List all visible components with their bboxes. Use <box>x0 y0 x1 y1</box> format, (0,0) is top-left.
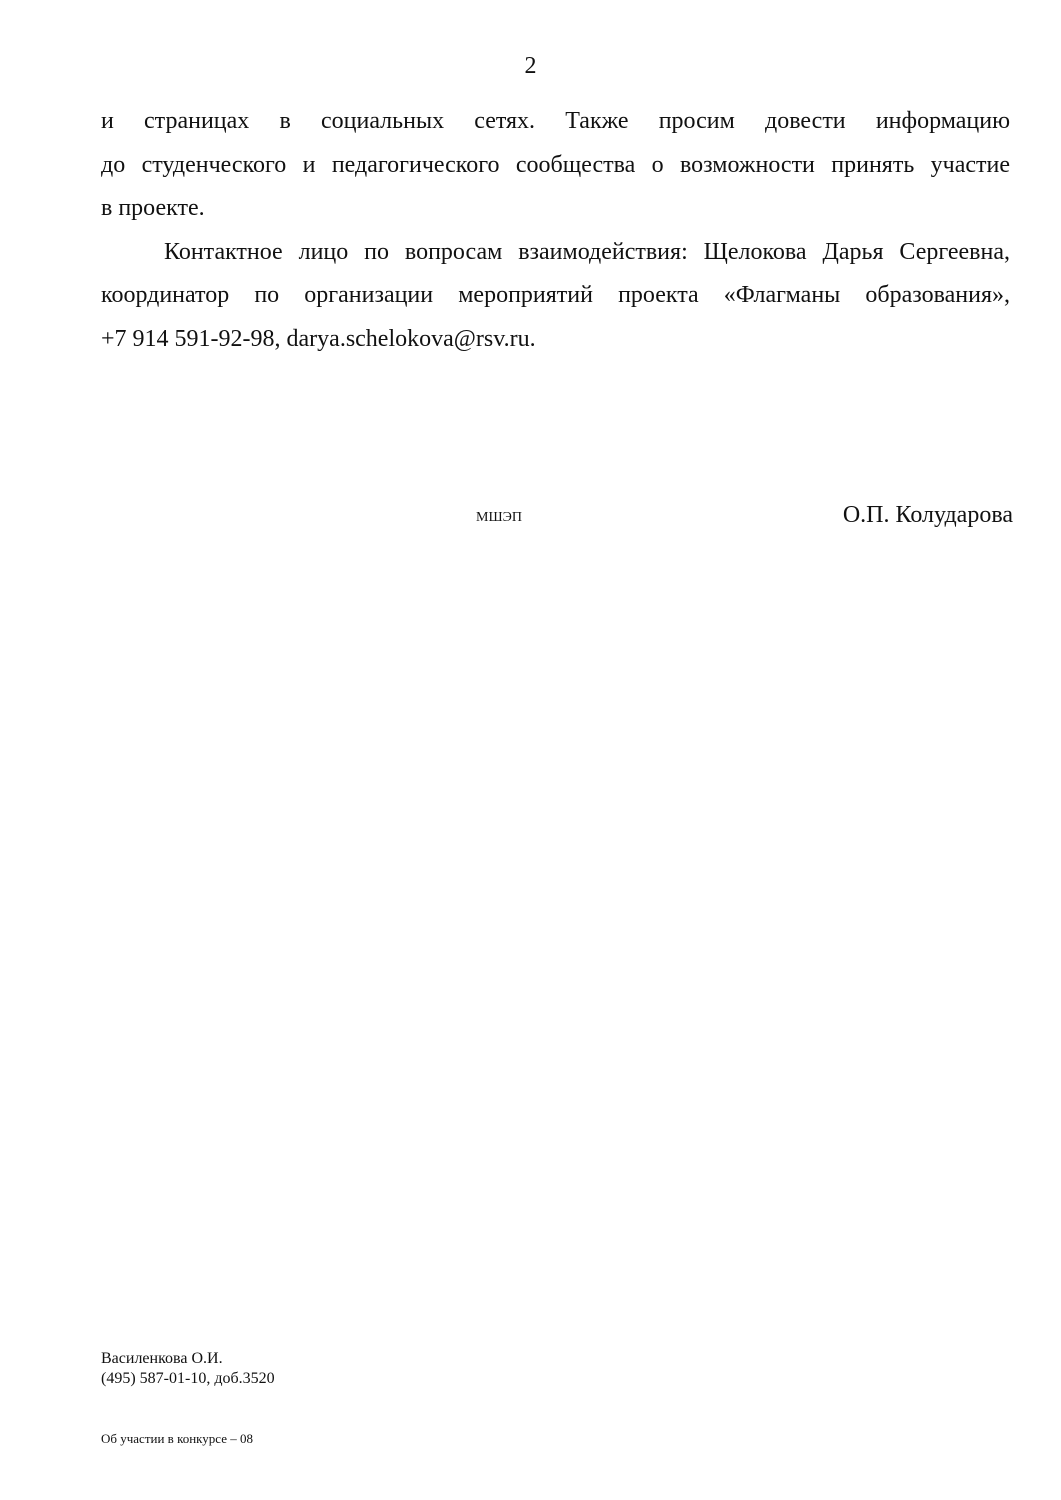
executor-name: Василенкова О.И. <box>101 1350 223 1367</box>
text-line: +7 914 591-92-98, darya.schelokova@rsv.ru. <box>101 325 536 352</box>
text-line: в проекте. <box>101 195 205 221</box>
signature-stamp-mark: МШЭП <box>476 510 522 525</box>
signer-name: О.П. Колударова <box>842 502 1013 528</box>
text-line: координатор по организации мероприятий проекта «Флагманы образования», <box>101 282 1010 308</box>
letter-body <box>101 100 1010 361</box>
executor-block <box>101 1349 275 1389</box>
text-line: до студенческого и педагогического сообщества о возможности принять участие <box>101 151 1010 178</box>
paragraph-continuation <box>101 100 1010 231</box>
page-number: 2 <box>524 53 537 79</box>
text-line: Контактное лицо по вопросам взаимодействия: Щелокова Дарья Сергеевна, <box>164 238 1010 265</box>
paragraph-contact <box>101 231 1010 362</box>
executor-phone: (495) 587-01-10, доб.3520 <box>101 1370 275 1387</box>
document-code: Об участии в конкурсе – 08 <box>101 1431 254 1446</box>
text-line: и страницах в социальных сетях. Также просим довести информацию <box>101 108 1010 134</box>
